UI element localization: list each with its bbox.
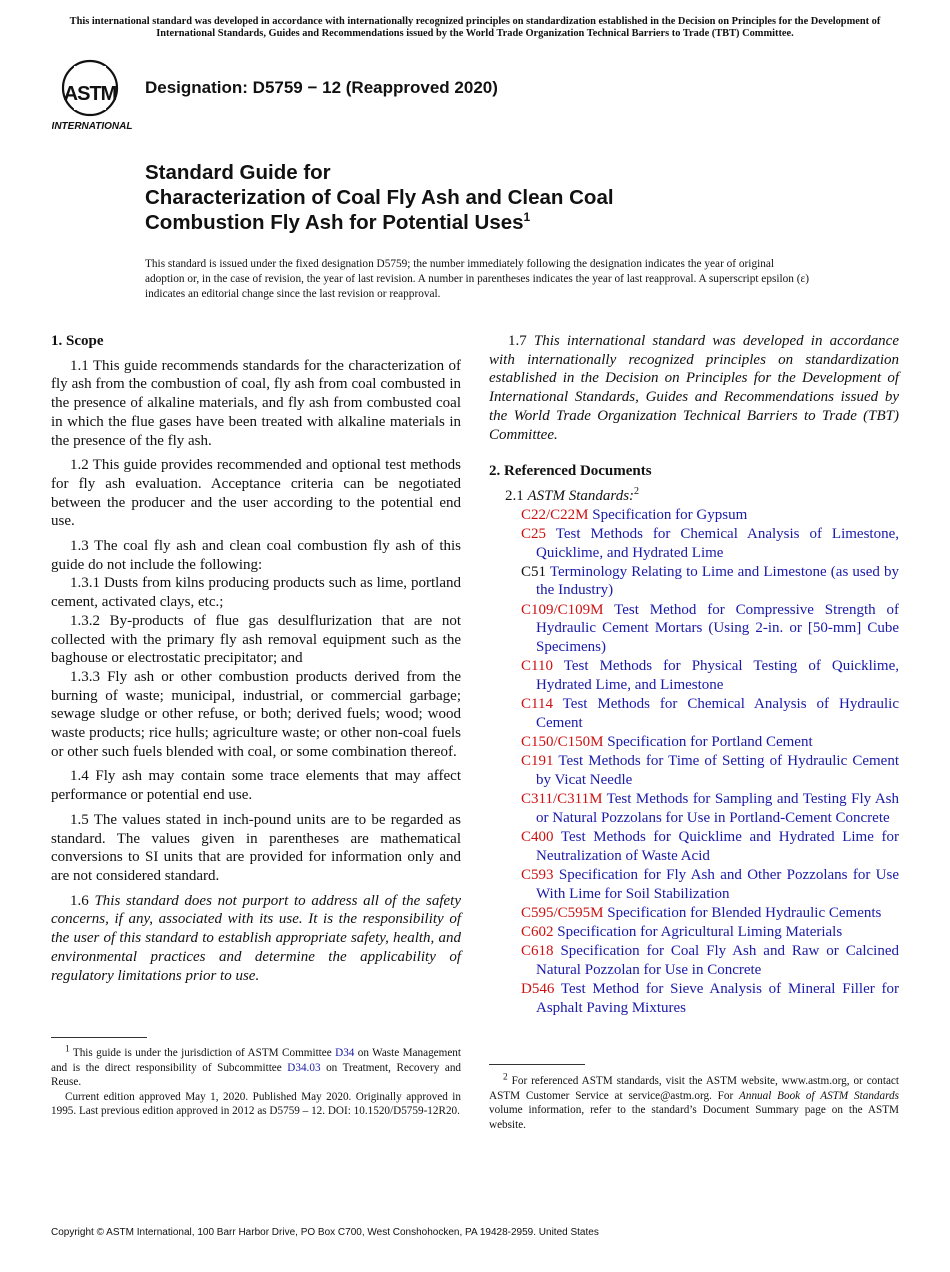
document-title (145, 160, 845, 235)
astm-standards-subheading (505, 487, 899, 506)
astm-logo-icon (52, 58, 134, 132)
footnote-2-book-title: Annual Book of ASTM Standards (739, 1089, 899, 1102)
title-line-3 (145, 210, 845, 235)
standard-title-link[interactable]: Test Method for Sieve Analysis of Mineral Filler for Asphalt Paving Mixtures (536, 981, 899, 1016)
footnote-1-part-b: on Waste Management and is the direct responsibility of Subcommittee (51, 1047, 462, 1074)
designation: Designation: D5759 − 12 (Reapproved 2020) (145, 78, 498, 97)
standard-code-link[interactable]: C311/C311M (521, 791, 603, 808)
para-1-6-number: 1.6 (70, 892, 89, 909)
para-1-4: 1.4 Fly ash may contain some trace elements that may affect performance or potential end use. (51, 768, 461, 804)
footnote-1-text (51, 1046, 461, 1090)
referenced-standard-item (505, 980, 899, 1017)
referenced-standard-item (505, 828, 899, 865)
standard-title-link[interactable]: Specification for Blended Hydraulic Cements (607, 904, 882, 921)
referenced-standard-item (505, 923, 899, 942)
footnote-1-edition: Current edition approved May 1, 2020. Published May 2020. Originally approved in 1995. Last previous edition approved in 2012 as D5759 – 12. DOI: 10.1520/D5759-12R20. (51, 1090, 461, 1117)
title-line-2: Characterization of Coal Fly Ash and Clean Coal (145, 186, 614, 209)
committee-d34-link[interactable]: D34 (335, 1047, 355, 1059)
standard-title-link[interactable]: Specification for Gypsum (592, 506, 748, 523)
standard-title-link[interactable]: Test Methods for Time of Setting of Hydraulic Cement by Vicat Needle (536, 753, 899, 788)
para-1-3-2: 1.3.2 By-products of flue gas desulflurization that are not collected with the primary fly ash removal equipment such as the baghouse or electrostatic precipitator; and (51, 612, 461, 667)
standard-code-link[interactable]: C109/C109M (521, 601, 604, 618)
referenced-standard-item (505, 695, 899, 732)
para-1-7 (489, 332, 899, 444)
footnote-divider-left (51, 1037, 147, 1038)
footnote-divider-right (489, 1064, 585, 1065)
standard-code-link[interactable]: C618 (521, 943, 554, 960)
referenced-standard-item (505, 866, 899, 903)
subsection-label: ASTM Standards: (527, 487, 635, 504)
standard-code-link[interactable]: C110 (521, 658, 553, 675)
title-footnote-mark: 1 (523, 210, 531, 225)
logo-text-top: ASTM (63, 83, 117, 105)
standard-title-link[interactable]: Test Methods for Sampling and Testing Fly Ash or Natural Pozzolans for Use in Portland-Cement Concrete (536, 791, 899, 826)
title-line-3-text: Combustion Fly Ash for Potential Uses (145, 211, 524, 234)
subsection-footnote-mark: 2 (634, 485, 640, 497)
referenced-standard-item (505, 752, 899, 789)
referenced-standard-item (505, 563, 899, 600)
right-column (489, 332, 899, 1018)
left-column (51, 332, 461, 991)
referenced-standard-item (505, 904, 899, 923)
para-1-7-number: 1.7 (508, 333, 527, 349)
para-1-5: 1.5 The values stated in inch-pound units are to be regarded as standard. The values given in parentheses are mathematical conversions to SI units that are provided for information only and are not considered standard. (51, 811, 461, 884)
para-1-3-3: 1.3.3 Fly ash or other combustion products derived from the burning of waste; municipal, industrial, or commercial garbage; sewage sludge or other refuse, or both; derived fuels; wood; wood waste products; rice hulls; agriculture waste; or other non-coal fuels or other such fuels blended with coal, or some combination thereof. (51, 668, 461, 760)
standard-title-link[interactable]: Test Methods for Chemical Analysis of Hydraulic Cement (536, 696, 899, 731)
referenced-standard-item (505, 657, 899, 694)
referenced-standard-item (505, 506, 899, 525)
scope-heading: 1. Scope (51, 333, 104, 349)
standard-title-link[interactable]: Specification for Portland Cement (607, 734, 813, 751)
copyright-footer: Copyright © ASTM International, 100 Barr Harbor Drive, PO Box C700, West Conshohocken, PA 19428-2959. United States (51, 1227, 599, 1238)
para-1-3: 1.3 The coal fly ash and clean coal combustion fly ash of this guide do not include the following: (51, 538, 461, 573)
para-1-6-text: This standard does not purport to address all of the safety concerns, if any, associated with its use. It is the responsibility of the user of this standard to establish appropriate safety, health, and environmental practices and determine the applicability of regulatory limitations prior to use. (51, 892, 462, 984)
standard-code-link[interactable]: C51 (521, 563, 547, 580)
standard-code-link[interactable]: C114 (521, 696, 553, 713)
standard-code-link[interactable]: D546 (521, 981, 555, 998)
referenced-standard-item (505, 601, 899, 657)
standard-code-link[interactable]: C602 (521, 924, 554, 941)
standard-title-link[interactable]: Test Methods for Chemical Analysis of Limestone, Quicklime, and Hydrated Lime (536, 525, 900, 561)
para-1-1: 1.1 This guide recommends standards for the characterization of fly ash from the combustion of coal, fly ash from coal combusted in the presence of alkaline materials, and fly ash from combusted coal in which the flue gases have been treated with alkaline materials in the presence of the fly ash. (51, 357, 461, 449)
para-1-7-text: This international standard was developed in accordance with internationally recognized principles on standardization established in the Decision on Principles for the Development of International Standards, Guides and Recommendations issued by the World Trade Organization Technical Barriers to Trade (TBT) Committee. (489, 333, 900, 443)
standard-code-link[interactable]: C191 (521, 753, 554, 770)
footnote-2-text (489, 1074, 899, 1132)
referenced-documents-heading: 2. Referenced Documents (489, 463, 652, 480)
subcommittee-d34-03-link[interactable]: D34.03 (287, 1061, 321, 1074)
footnote-2-part-a: For referenced ASTM standards, visit the ASTM website, www.astm.org, or contact ASTM Customer Service at service@astm.org. For (489, 1075, 899, 1102)
standard-title-link[interactable]: Specification for Coal Fly Ash and Raw or Calcined Natural Pozzolan for Use in Concrete (536, 943, 900, 978)
issuance-note: This standard is issued under the fixed designation D5759; the number immediately following the designation indicates the year of original adoption or, in the case of revision, the year of last revision. A number in parentheses indicates the year of last reapproval. A superscript epsilon (ε) indicates an editorial change since the last revision or reapproval. (145, 258, 810, 300)
referenced-standard-item (505, 525, 899, 562)
title-line-1: Standard Guide for (145, 161, 331, 184)
para-1-3-1: 1.3.1 Dusts from kilns producing products such as lime, portland cement, activated clays, etc.; (51, 575, 461, 611)
para-1-6 (51, 892, 461, 986)
standard-code-link[interactable]: C150/C150M (521, 734, 604, 751)
referenced-standard-item (505, 733, 899, 752)
standard-code-link[interactable]: C593 (521, 866, 554, 883)
astm-logo (52, 58, 134, 132)
referenced-standard-item (505, 942, 899, 979)
standard-title-link[interactable]: Specification for Fly Ash and Other Pozzolans for Use With Lime for Soil Stabilization (536, 866, 899, 902)
para-1-2: 1.2 This guide provides recommended and optional test methods for fly ash evaluation. Acceptance criteria can be negotiated between the producer and the user according to the potential end use. (51, 457, 461, 530)
standard-code-link[interactable]: C25 (521, 525, 547, 542)
standard-title-link[interactable]: Test Method for Compressive Strength of Hydraulic Cement Mortars (Using 2-in. or [50-mm] Cube Specimens) (536, 601, 899, 656)
standard-code-link[interactable]: C595/C595M (521, 904, 604, 921)
top-notice: This international standard was developed in accordance with internationally recognized principles on standardization established in the Decision on Principles for the Development of International Standards, Guides and Recommendations issued by the World Trade Organization Technical Barriers to Trade (TBT) Committee. (69, 16, 881, 39)
footnote-2-part-b: volume information, refer to the standard’s Document Summary page on the ASTM website. (489, 1104, 899, 1131)
standard-title-link[interactable]: Specification for Agricultural Liming Materials (557, 924, 843, 941)
standard-title-link[interactable]: Test Methods for Physical Testing of Quicklime, Hydrated Lime, and Limestone (536, 658, 899, 693)
footnote-1-part-c: on Treatment, Recovery and Reuse. (51, 1061, 462, 1088)
footnote-1-mark: 1 (65, 1044, 70, 1055)
referenced-standard-item (505, 790, 899, 827)
standard-code-link[interactable]: C22/C22M (521, 506, 589, 523)
footnote-2-mark: 2 (503, 1072, 508, 1083)
referenced-standards-list (489, 506, 899, 1018)
subsection-number: 2.1 (505, 487, 524, 504)
standard-title-link[interactable]: Test Methods for Quicklime and Hydrated Lime for Neutralization of Waste Acid (536, 829, 900, 864)
standard-title-link[interactable]: Terminology Relating to Lime and Limestone (as used by the Industry) (536, 563, 899, 599)
footnote-2 (489, 1074, 899, 1132)
footnote-1 (51, 1046, 461, 1119)
standard-code-link[interactable]: C400 (521, 829, 554, 846)
footnote-1-part-a: This guide is under the jurisdiction of ASTM Committee (72, 1047, 332, 1059)
logo-text-bottom: INTERNATIONAL (52, 121, 133, 132)
